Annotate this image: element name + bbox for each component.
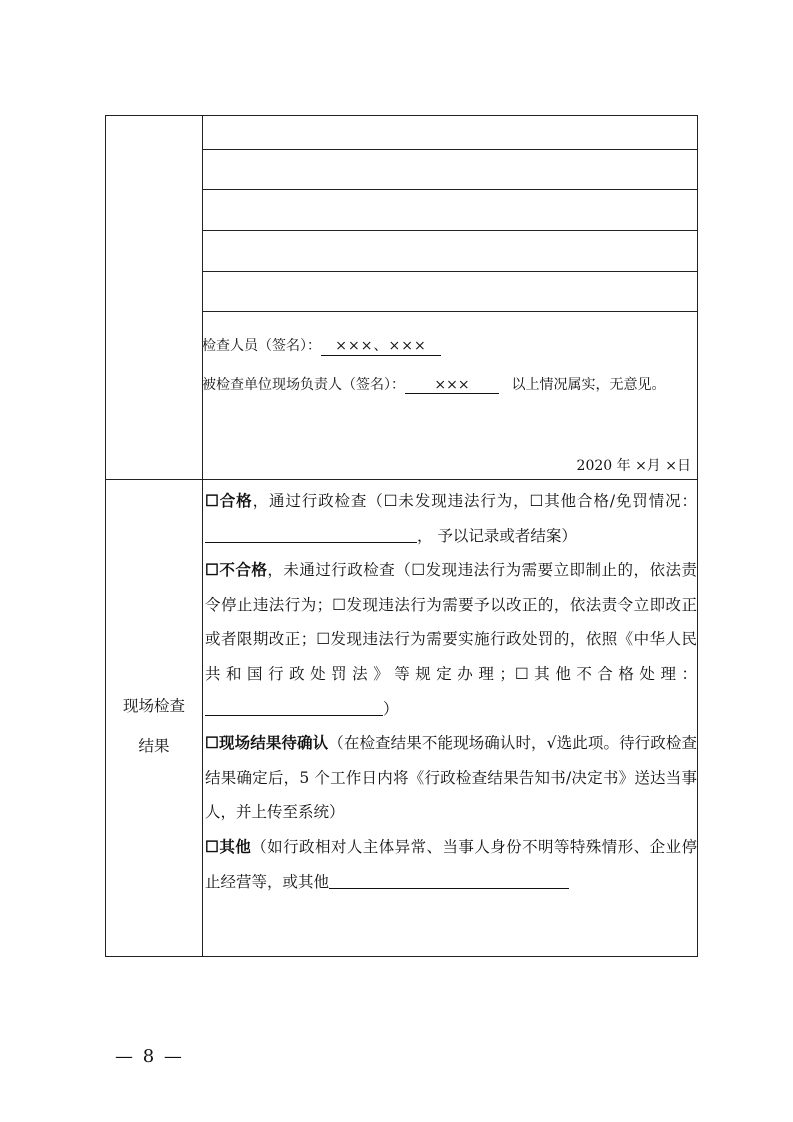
other-option xyxy=(205,830,697,899)
pass-tail: ， 予以记录或者结案） xyxy=(417,526,577,545)
checkbox-icon[interactable]: ☐ xyxy=(411,561,426,580)
checkbox-icon[interactable]: ☐ xyxy=(514,664,529,683)
checkbox-icon[interactable]: ☐ xyxy=(205,733,219,753)
checkbox-icon[interactable]: ☐ xyxy=(383,492,398,510)
pass-text: ，通过行政检查（ xyxy=(252,492,384,510)
fail-option xyxy=(205,553,697,726)
fail-correct: 发现违法行为需要予以改正的，依法责令立即改正或者限期改正； xyxy=(205,595,697,649)
fail-penalty: 发现违法行为需要实施行政处罚的，依照《中华人民共和国行政处罚法》等规定办理； xyxy=(205,630,697,683)
fail-other: 其他不合格处理： xyxy=(528,664,697,683)
page-number: — 8 — xyxy=(115,1046,184,1067)
pass-option xyxy=(205,484,697,553)
checkbox-icon[interactable]: ☐ xyxy=(332,595,347,614)
checkbox-icon[interactable]: ☐ xyxy=(205,491,219,510)
blank-line xyxy=(202,149,697,150)
other-text: （如行政相对人主体异常、当事人身份不明等特殊情形、企业停止经营等，或其他 xyxy=(205,837,697,891)
unit-head-label: 被检查单位现场负责人（签名）： xyxy=(202,377,405,393)
pending-option xyxy=(205,726,697,830)
result-content xyxy=(205,484,697,899)
inspectors-label: 检查人员（签名）： xyxy=(202,338,321,354)
pass-blank[interactable] xyxy=(205,526,417,543)
blank-line xyxy=(202,311,697,312)
pending-detail: 选此项。待行政检查结果确定后，5 个工作日内将《行政检查结果告知书/决定书》送达当事人，并上传至系统） xyxy=(205,734,697,822)
result-label xyxy=(106,686,202,766)
row-divider xyxy=(106,479,697,480)
checkbox-icon[interactable]: ☐ xyxy=(205,560,219,580)
column-divider xyxy=(202,116,203,956)
blank-line xyxy=(202,271,697,272)
inspectors-signature: ×××、××× xyxy=(321,335,441,356)
confirm-text: 以上情况属实，无意见。 xyxy=(511,377,666,393)
fail-stop: 发现违法行为需要立即制止的，依法责令停止违法行为； xyxy=(205,561,697,614)
fail-blank[interactable] xyxy=(205,699,383,716)
pass-other: 其他合格/免罚情况： xyxy=(543,492,697,510)
pass-no-violation: 未发现违法行为， xyxy=(397,492,530,510)
pending-title: 现场结果待确认 xyxy=(218,733,329,753)
sign-date: 2020 年 ×月 ×日 xyxy=(576,458,691,474)
checkbox-icon[interactable]: ☐ xyxy=(529,492,544,510)
inspectors-signature-line xyxy=(202,335,441,356)
checkbox-icon[interactable]: ☐ xyxy=(205,836,219,856)
other-title: 其他 xyxy=(218,836,252,856)
result-label-line1: 现场检查 xyxy=(122,697,185,715)
unit-head-signature: ××× xyxy=(405,377,499,394)
checkbox-icon[interactable]: ☐ xyxy=(316,630,331,649)
blank-line xyxy=(202,230,697,231)
check-mark-icon: √ xyxy=(546,734,557,753)
inspection-table xyxy=(105,115,698,957)
fail-title: 不合格 xyxy=(218,560,268,580)
pending-text: （在检查结果不能现场确认时， xyxy=(328,734,547,753)
fail-tail: ） xyxy=(383,699,399,718)
fail-text: ，未通过行政检查（ xyxy=(267,561,412,580)
unit-head-signature-line xyxy=(202,374,665,394)
blank-line xyxy=(202,189,697,190)
pass-title: 合格 xyxy=(218,491,253,510)
result-label-line2: 结果 xyxy=(138,737,170,755)
other-blank[interactable] xyxy=(329,872,569,889)
